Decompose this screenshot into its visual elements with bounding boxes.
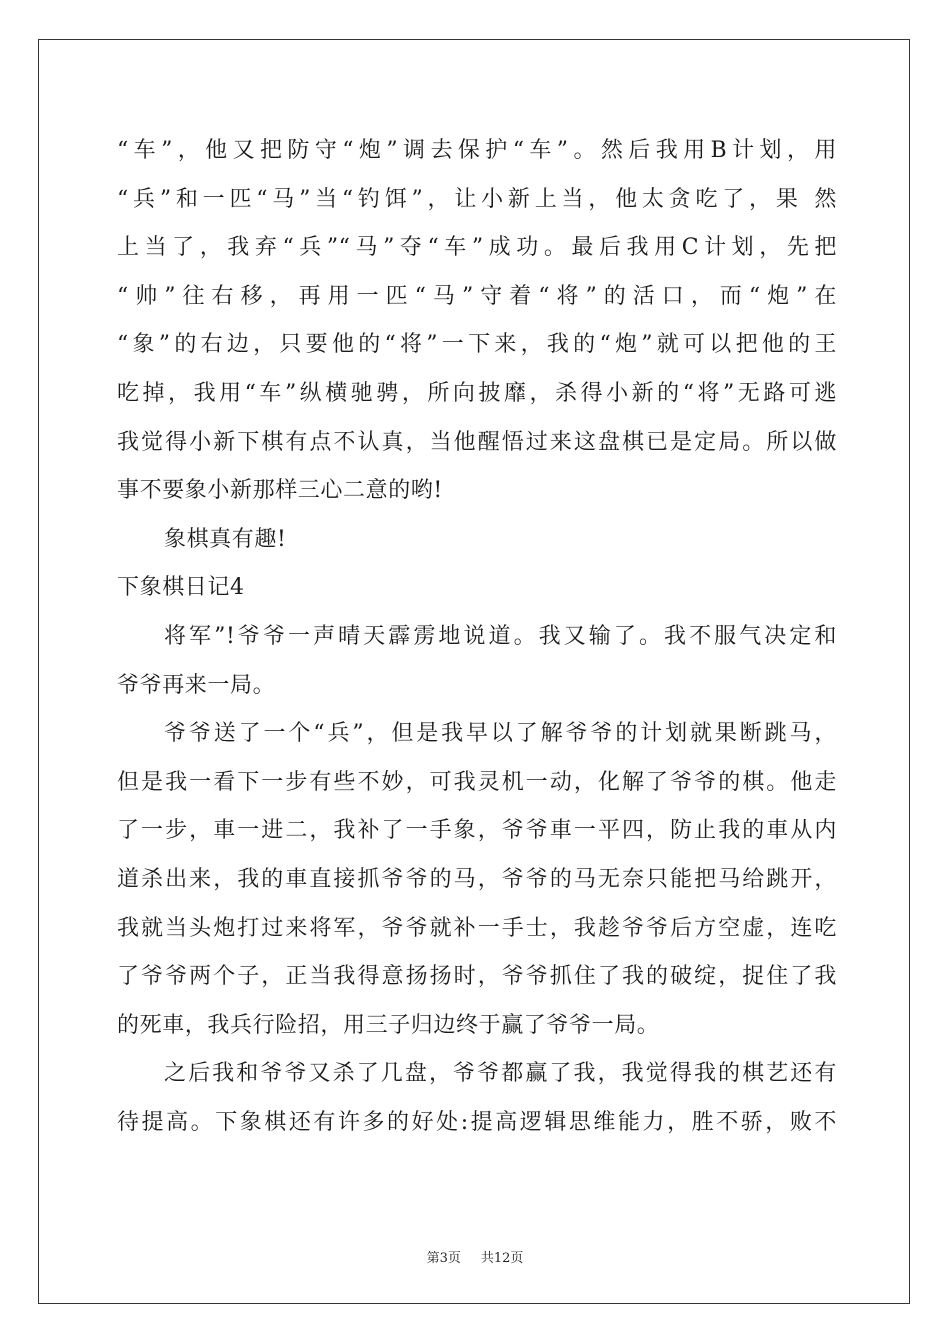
page-total: 共12页 <box>480 1251 524 1266</box>
text-line: 了一步，車一进二，我补了一手象，爷爷車一平四，防止我的車从内 <box>117 818 837 844</box>
text-line: 之后我和爷爷又杀了几盘，爷爷都赢了我，我觉得我的棋艺还有 <box>164 1061 837 1087</box>
text-line: 但是我一看下一步有些不妙，可我灵机一动，化解了爷爷的棋。他走 <box>117 769 837 795</box>
page-number: 第3页 <box>426 1251 461 1266</box>
text-line: 吃掉，我用“车”纵横驰骋，所向披靡，杀得小新的“将”无路可逃 <box>117 380 837 406</box>
text-line: 象棋真有趣! <box>164 526 287 552</box>
text-line: 上当了，我弃“兵”“马”夺“车”成功。最后我用C计划，先把 <box>117 235 837 261</box>
text-line: 待提高。下象棋还有许多的好处:提高逻辑思维能力，胜不骄，败不 <box>117 1109 837 1135</box>
text-line: “帅”往右移，再用一匹“马”守着“将”的活口，而“炮”在 <box>117 283 837 309</box>
text-line: 了爷爷两个子，正当我得意扬扬时，爷爷抓住了我的破绽，捉住了我 <box>117 964 837 990</box>
text-line: “车”，他又把防守“炮”调去保护“车”。然后我用B计划，用 <box>117 138 837 163</box>
text-line: 我觉得小新下棋有点不认真，当他醒悟过来这盘棋已是定局。所以做 <box>117 429 837 455</box>
text-line: 下象棋日记4 <box>117 575 245 601</box>
text-line: 事不要象小新那样三心二意的哟! <box>117 478 443 504</box>
text-line: “兵”和一匹“马”当“钓饵”，让小新上当，他太贪吃了，果 然 <box>117 186 837 212</box>
text-line: 道杀出来，我的車直接抓爷爷的马，爷爷的马无奈只能把马给跳开， <box>117 866 837 892</box>
text-line: “象”的右边，只要他的“将”一下来，我的“炮”就可以把他的王 <box>117 332 837 358</box>
text-line: 的死車，我兵行险招，用三子归边终于赢了爷爷一局。 <box>117 1012 660 1038</box>
text-line: 我就当头炮打过来将军，爷爷就补一手士，我趁爷爷后方空虚，连吃 <box>117 915 837 941</box>
text-line: 爷爷送了一个“兵”，但是我早以了解爷爷的计划就果断跳马， <box>164 721 837 747</box>
text-line: 爷爷再来一局。 <box>117 672 276 698</box>
document-body <box>117 127 837 1147</box>
page-footer <box>0 1247 950 1266</box>
text-line: 将军”!爷爷一声晴天霹雳地说道。我又输了。我不服气决定和 <box>164 623 837 649</box>
